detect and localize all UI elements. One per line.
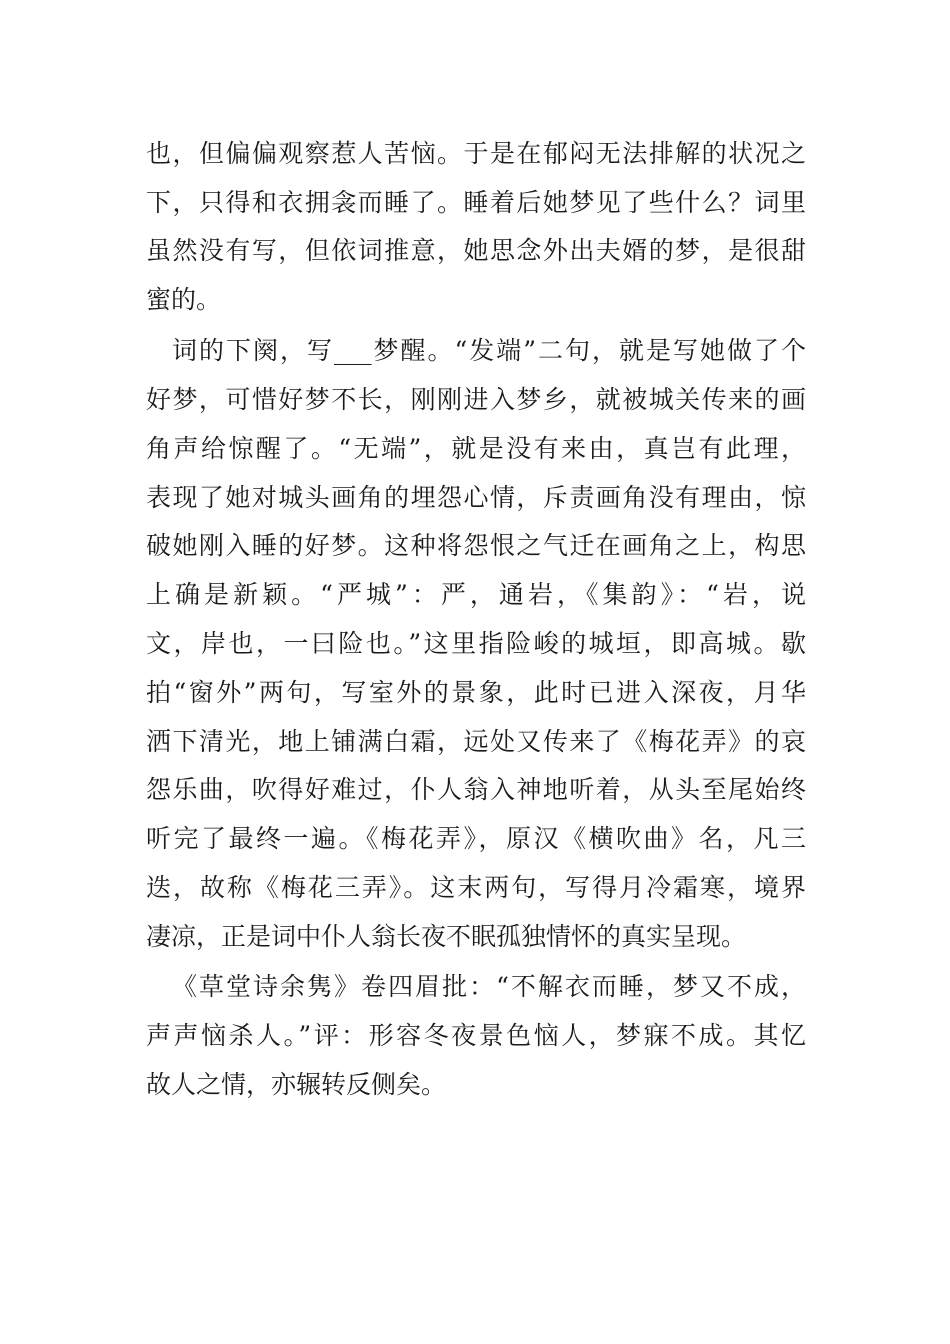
text-line: 《草堂诗余隽》卷四眉批：“不解衣而睡，梦又不成， bbox=[172, 972, 806, 1001]
text-line: 好梦，可惜好梦不长，刚刚进入梦乡，就被城关传来的画 bbox=[146, 385, 806, 414]
text-line: 洒下清光，地上铺满白霜，远处又传来了《梅花弄》的哀 bbox=[146, 727, 806, 756]
text-line: 上确是新颖。“严城”：严，通岩，《集韵》：“岩，说 bbox=[146, 580, 806, 609]
text-line: 文，岸也，一曰险也。”这里指险峻的城垣，即高城。歇 bbox=[146, 629, 806, 658]
text-line: 破她刚入睡的好梦。这种将怨恨之气迁在画角之上，构思 bbox=[146, 531, 806, 560]
text-line: 故人之情，亦辗转反侧矣。 bbox=[146, 1070, 447, 1099]
text-line: 表现了她对城头画角的埋怨心情，斥责画角没有理由，惊 bbox=[146, 483, 806, 512]
text-line: 也，但偏偏观察惹人苦恼。于是在郁闷无法排解的状况之 bbox=[146, 139, 806, 168]
text-line: 迭，故称《梅花三弄》。这末两句，写得月冷霜寒，境界 bbox=[146, 873, 806, 902]
text-line: 下，只得和衣拥衾而睡了。睡着后她梦见了些什么？词里 bbox=[146, 188, 806, 217]
text-line: 声声恼杀人。”评：形容冬夜景色恼人，梦寐不成。其忆 bbox=[146, 1021, 806, 1050]
text-line: 蜜的。 bbox=[146, 285, 222, 314]
text-line: 凄凉，正是词中仆人翁长夜不眠孤独情怀的真实呈现。 bbox=[146, 922, 747, 951]
text-line: 怨乐曲，吹得好难过，仆人翁入神地听着，从头至尾始终 bbox=[146, 775, 806, 804]
text-line: 词的下阕，写___梦醒。“发端”二句，就是写她做了个 bbox=[172, 336, 806, 365]
text-line: 角声给惊醒了。“无端”，就是没有来由，真岂有此理， bbox=[146, 434, 806, 463]
text-line: 拍“窗外”两句，写室外的景象，此时已进入深夜，月华 bbox=[146, 678, 806, 707]
text-line: 虽然没有写，但依词推意，她思念外出夫婿的梦，是很甜 bbox=[146, 236, 806, 265]
text-line: 听完了最终一遍。《梅花弄》，原汉《横吹曲》名，凡三 bbox=[146, 824, 806, 853]
